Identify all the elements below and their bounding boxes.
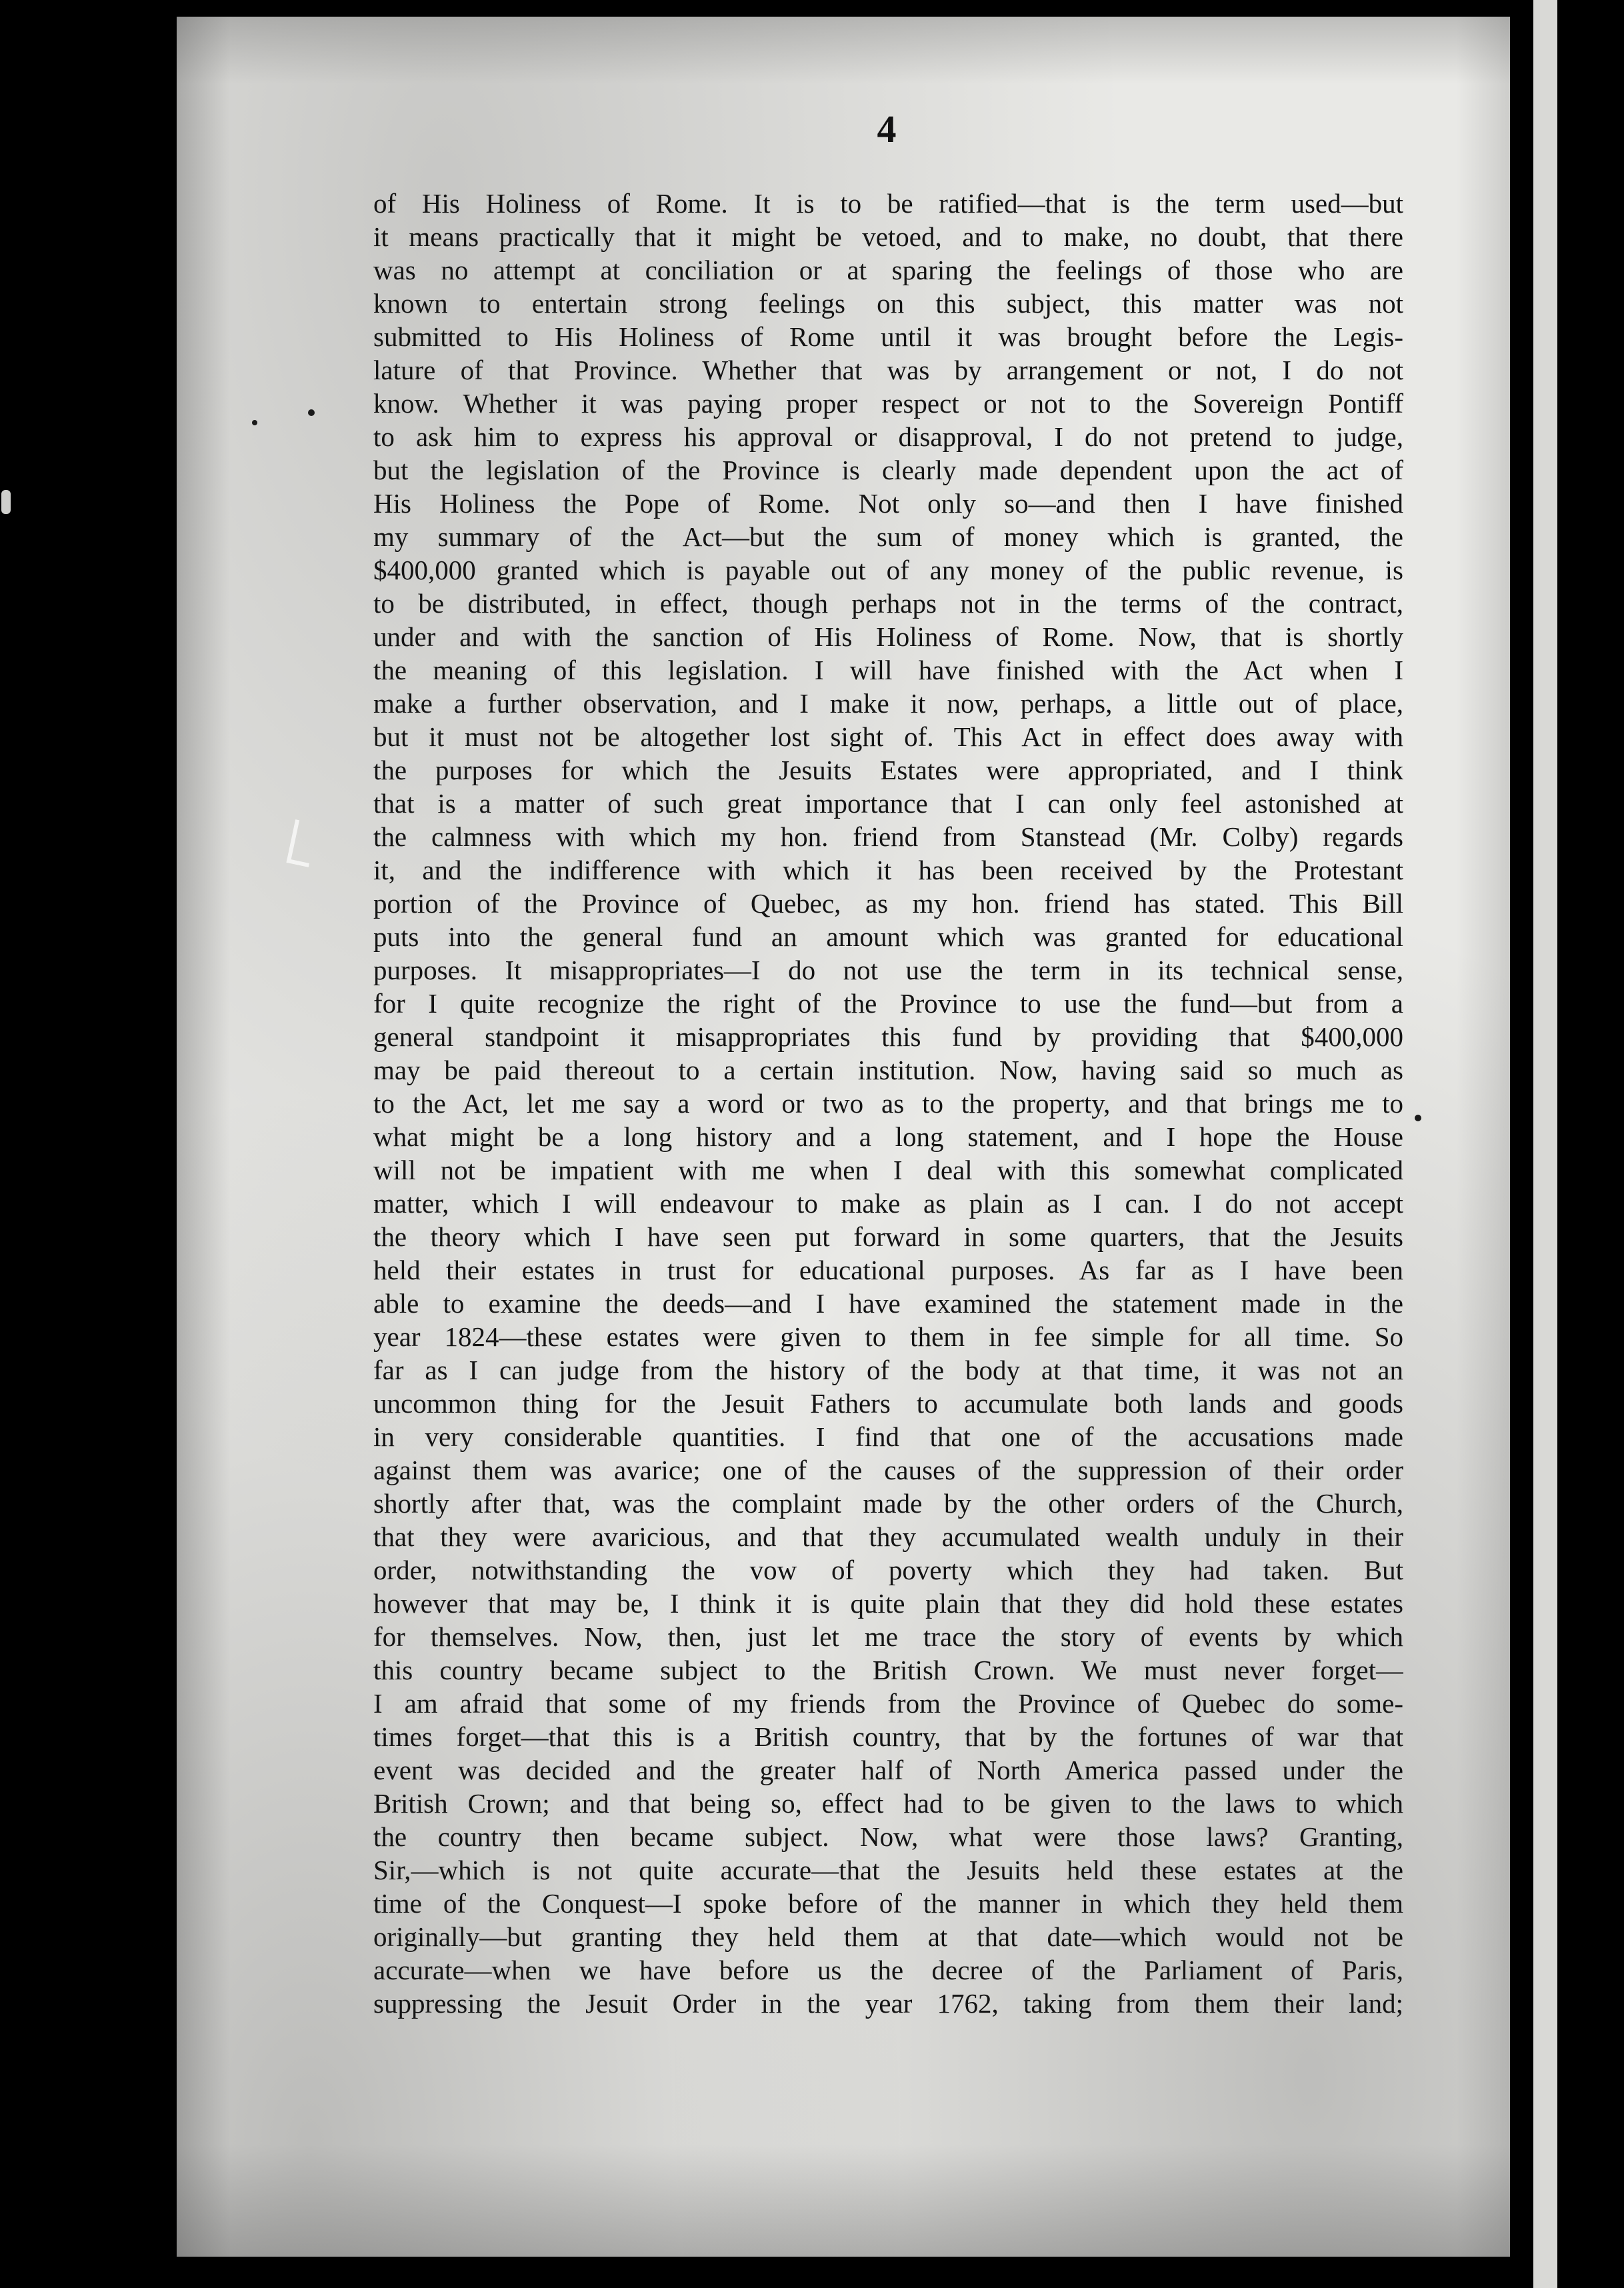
text-line: to be distributed, in effect, though perhaps not in the terms of the contract, (373, 588, 1403, 619)
text-line: event was decided and the greater half of North America passed under the (373, 1755, 1403, 1785)
text-line: but it must not be altogether lost sight of. This Act in effect does away with (373, 721, 1403, 752)
text-line: make a further observation, and I make it now, perhaps, a little out of place, (373, 688, 1403, 719)
text-line: portion of the Province of Quebec, as my hon. friend has stated. This Bill (373, 888, 1403, 919)
text-line: this country became subject to the British Crown. We must never forget— (373, 1655, 1403, 1685)
text-line: in very considerable quantities. I find that one of the accusations made (373, 1421, 1403, 1452)
text-line: far as I can judge from the history of the body at that time, it was not an (373, 1355, 1403, 1385)
adjacent-page-edge (1533, 0, 1557, 2288)
text-line: the purposes for which the Jesuits Estates were appropriated, and I think (373, 755, 1403, 785)
text-line: was no attempt at conciliation or at sparing the feelings of those who are (373, 255, 1403, 285)
text-line: that is a matter of such great importance that I can only feel astonished at (373, 788, 1403, 819)
text-line: but the legislation of the Province is clearly made dependent upon the act of (373, 455, 1403, 485)
text-line: it, and the indifference with which it has been received by the Protestant (373, 855, 1403, 885)
text-line: the meaning of this legislation. I will have finished with the Act when I (373, 655, 1403, 685)
text-line: order, notwithstanding the vow of poverty which they had taken. But (373, 1555, 1403, 1585)
ink-speck (1415, 1115, 1421, 1121)
text-line: general standpoint it misappropriates this fund by providing that $400,000 (373, 1021, 1403, 1052)
text-line: my summary of the Act—but the sum of money which is granted, the (373, 521, 1403, 552)
text-line: times forget—that this is a British country, that by the fortunes of war that (373, 1721, 1403, 1752)
text-line: matter, which I will endeavour to make as plain as I can. I do not accept (373, 1188, 1403, 1219)
left-edge-artifact (1, 490, 11, 514)
text-line: lature of that Province. Whether that was by arrangement or not, I do not (373, 355, 1403, 385)
text-line: suppressing the Jesuit Order in the year 1762, taking from them their land; (373, 1988, 1403, 2019)
text-line: British Crown; and that being so, effect had to be given to the laws to which (373, 1788, 1403, 1819)
text-line: the country then became subject. Now, what were those laws? Granting, (373, 1821, 1403, 1852)
text-line: of His Holiness of Rome. It is to be ratified—that is the term used—but (373, 188, 1403, 219)
body-text (373, 187, 1403, 2020)
text-line: originally—but granting they held them at that date—which would not be (373, 1921, 1403, 1952)
text-line: year 1824—these estates were given to them in fee simple for all time. So (373, 1321, 1403, 1352)
text-line: may be paid thereout to a certain institution. Now, having said so much as (373, 1055, 1403, 1085)
text-line: under and with the sanction of His Holiness of Rome. Now, that is shortly (373, 621, 1403, 652)
ink-speck (252, 420, 257, 425)
page-number: 4 (877, 107, 897, 151)
text-line: to the Act, let me say a word or two as to the property, and that brings me to (373, 1088, 1403, 1119)
text-line: uncommon thing for the Jesuit Fathers to accumulate both lands and goods (373, 1388, 1403, 1419)
text-line: the calmness with which my hon. friend from Stanstead (Mr. Colby) regards (373, 821, 1403, 852)
text-line: for I quite recognize the right of the Province to use the fund—but from a (373, 988, 1403, 1019)
text-line: Sir,—which is not quite accurate—that the Jesuits held these estates at the (373, 1855, 1403, 1885)
text-line: known to entertain strong feelings on this subject, this matter was not (373, 288, 1403, 319)
text-line: I am afraid that some of my friends from the Province of Quebec do some- (373, 1688, 1403, 1719)
text-line: for themselves. Now, then, just let me trace the story of events by which (373, 1621, 1403, 1652)
text-line: know. Whether it was paying proper respect or not to the Sovereign Pontiff (373, 388, 1403, 419)
text-line: held their estates in trust for educational purposes. As far as I have been (373, 1255, 1403, 1285)
text-line: submitted to His Holiness of Rome until it was brought before the Legis- (373, 321, 1403, 352)
text-line: purposes. It misappropriates—I do not use the term in its technical sense, (373, 955, 1403, 985)
text-line: will not be impatient with me when I deal with this somewhat complicated (373, 1155, 1403, 1185)
text-line: His Holiness the Pope of Rome. Not only so—and then I have finished (373, 488, 1403, 519)
text-line: however that may be, I think it is quite plain that they did hold these estates (373, 1588, 1403, 1619)
text-line: time of the Conquest—I spoke before of the manner in which they held them (373, 1888, 1403, 1919)
text-line: puts into the general fund an amount which was granted for educational (373, 921, 1403, 952)
text-line: shortly after that, was the complaint made by the other orders of the Church, (373, 1488, 1403, 1519)
text-line: $400,000 granted which is payable out of any money of the public revenue, is (373, 555, 1403, 585)
text-line: the theory which I have seen put forward in some quarters, that the Jesuits (373, 1221, 1403, 1252)
text-line: it means practically that it might be vetoed, and to make, no doubt, that there (373, 221, 1403, 252)
ink-speck (308, 409, 315, 416)
text-line: that they were avaricious, and that they accumulated wealth unduly in their (373, 1521, 1403, 1552)
text-line: able to examine the deeds—and I have examined the statement made in the (373, 1288, 1403, 1319)
text-line: what might be a long history and a long statement, and I hope the House (373, 1121, 1403, 1152)
text-line: accurate—when we have before us the decree of the Parliament of Paris, (373, 1955, 1403, 1985)
text-line: to ask him to express his approval or disapproval, I do not pretend to judge, (373, 421, 1403, 452)
text-line: against them was avarice; one of the causes of the suppression of their order (373, 1455, 1403, 1485)
